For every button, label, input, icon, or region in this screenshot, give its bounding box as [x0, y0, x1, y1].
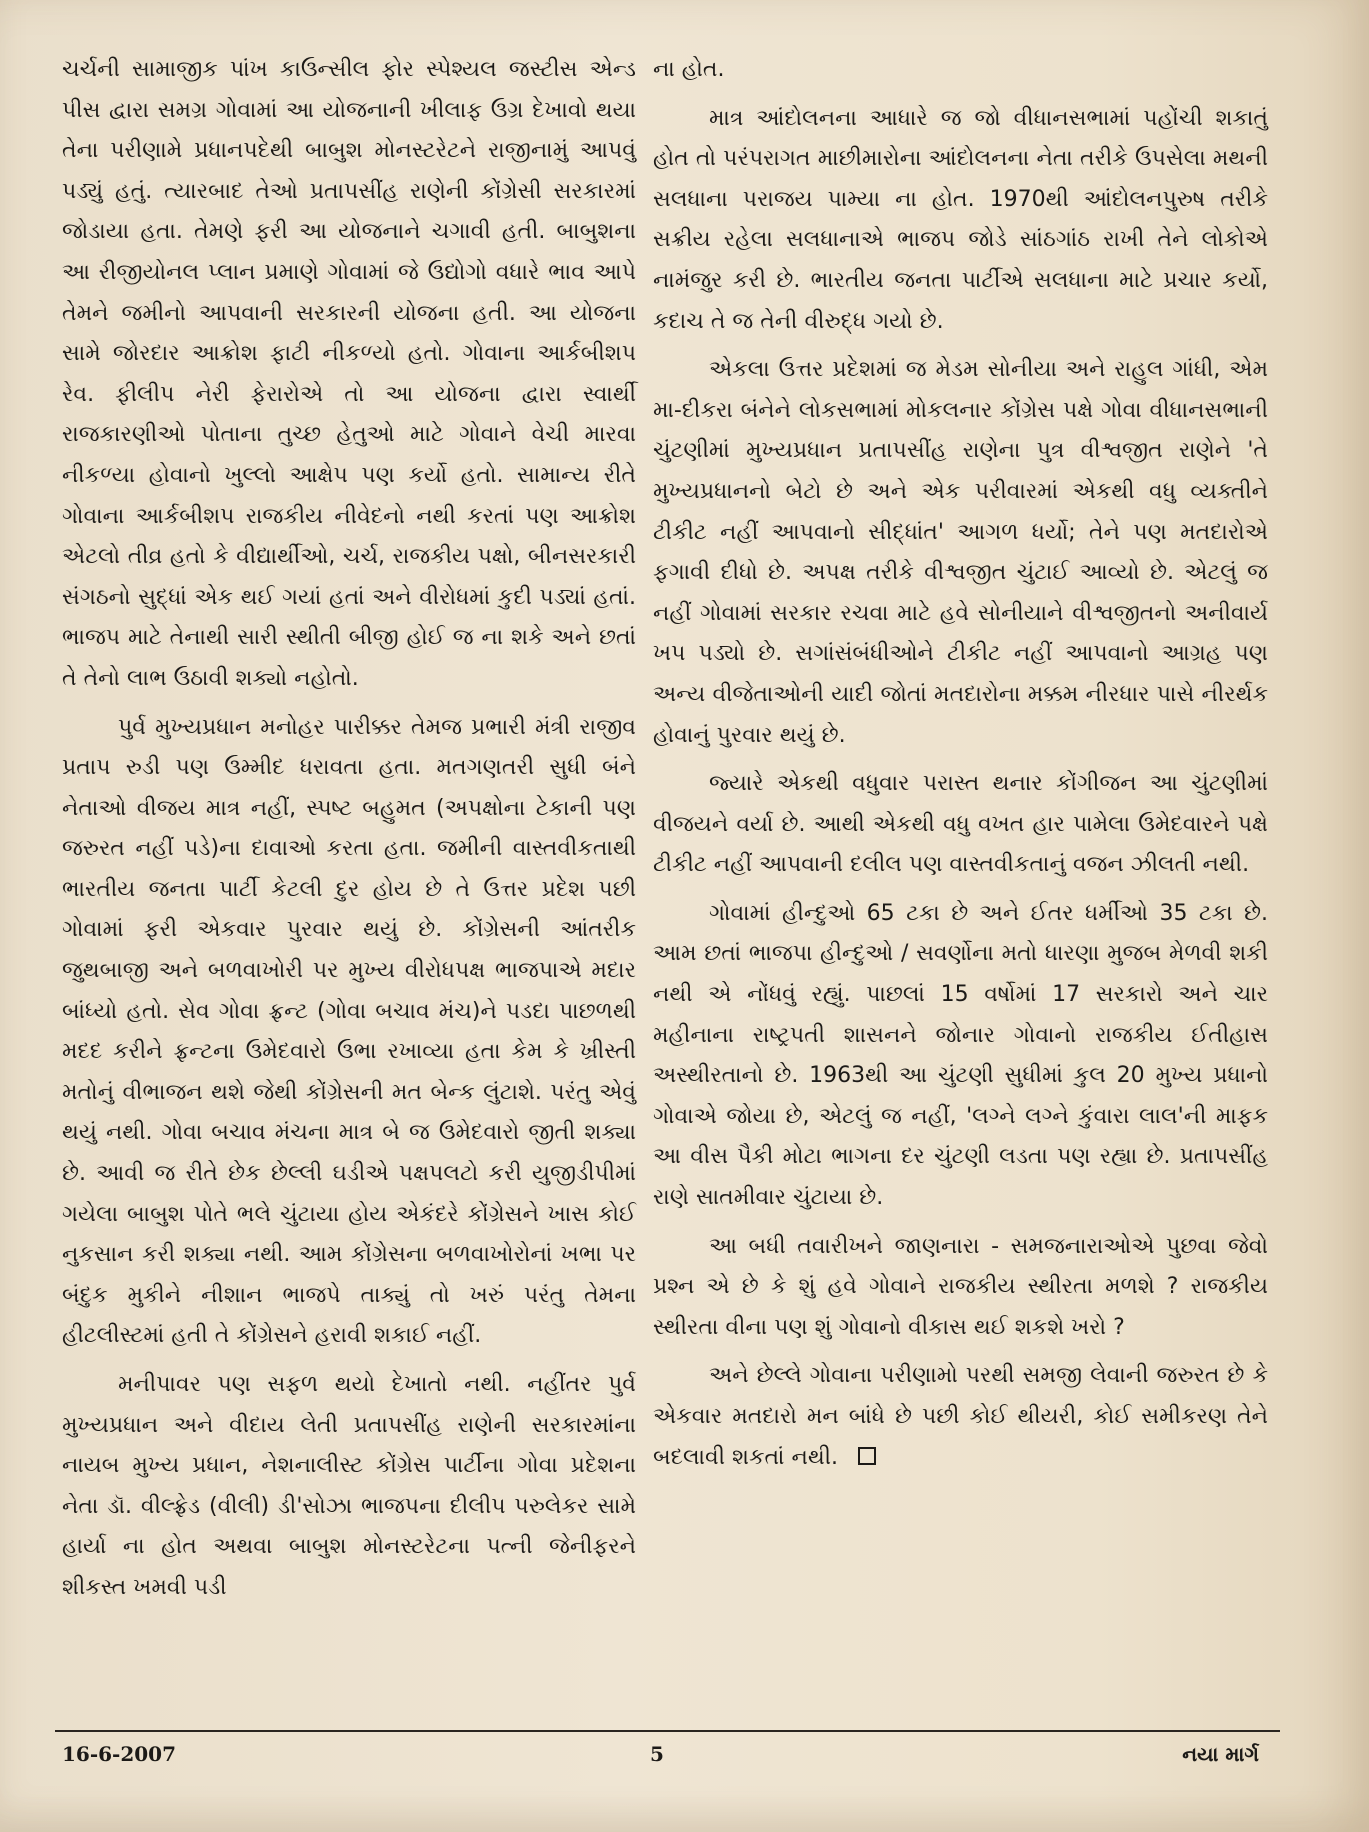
- left-paragraph-3: મનીપાવર પણ સફળ થયો દેખાતો નથી. નહીંતર પુર્વ મુખ્યપ્રધાન અને વીદાય લેતી પ્રતાપસીંહ રાણેની સરકારમાંના નાયબ મુખ્ય પ્રધાન, નેશનાલીસ્ટ કોંગ્રેસ પાર્ટીના ગોવા પ્રદેશના નેતા ડૉ. વીલ્ફ્રેડ (વીલી) ડી'સોઝા ભાજપના દીલીપ પરુલેકર સામે હાર્યા ના હોત અથવા બાબુશ મોનસ્ટરેટના પત્ની જેનીફરને શીકસ્ત ખમવી પડી: [62, 1372, 636, 1600]
- footer-magazine-name: નયા માર્ગ: [1182, 1742, 1259, 1766]
- left-column: [62, 50, 636, 1609]
- right-paragraph-5: આ બધી તવારીખને જાણનારા - સમજનારાઓએ પુછવા જેવો પ્રશ્ન એ છે કે શું હવે ગોવાને રાજકીય સ્થીરતા મળશે ? રાજકીય સ્થીરતા વીના પણ શું ગોવાનો વીકાસ થઈ શકશે ખરો ?: [653, 1233, 1268, 1340]
- right-paragraph-continued: ના હોત.: [653, 57, 725, 82]
- right-paragraph-6: અને છેલ્લે ગોવાના પરીણામો પરથી સમજી લેવાની જરુરત છે કે એકવાર મતદારો મન બાંધે છે પછી કોઈ થીયરી, કોઈ સમીકરણ તેને બદલાવી શકતાં નથી.: [653, 1363, 1268, 1470]
- right-paragraph-1: માત્ર આંદોલનના આધારે જ જો વીધાનસભામાં પહોંચી શકાતું હોત તો પરંપરાગત માછીમારોના આંદોલનના નેતા તરીકે ઉપસેલા મથની સલધાના પરાજય પામ્યા ના હોત. 1970થી આંદોલનપુરુષ તરીકે સક્રીય રહેલા સલધાનાએ ભાજપ જોડે સાંઠગાંઠ રાખી તેને લોકોએ નામંજુર કરી છે. ભારતીય જનતા પાર્ટીએ સલધાના માટે પ્રચાર કર્યો, કદાચ તે જ તેની વીરુદ્ધ ગયો છે.: [653, 105, 1268, 334]
- left-paragraph-1: ચર્ચની સામાજીક પાંખ કાઉન્સીલ ફોર સ્પેશ્યલ જસ્ટીસ એન્ડ પીસ દ્વારા સમગ્ર ગોવામાં આ યોજનાની ખીલાફ ઉગ્ર દેખાવો થયા તેના પરીણામે પ્રધાનપદેથી બાબુશ મોનસ્ટરેટને રાજીનામું આપવું પડ્યું હતું. ત્યારબાદ તેઓ પ્રતાપસીંહ રાણેની કોંગ્રેસી સરકારમાં જોડાયા હતા. તેમણે ફરી આ યોજનાને ચગાવી હતી. બાબુશના આ રીજીયોનલ પ્લાન પ્રમાણે ગોવામાં જે ઉદ્યોગો વધારે ભાવ આપે તેમને જમીનો આપવાની સરકારની યોજના હતી. આ યોજના સામે જોરદાર આક્રોશ ફાટી નીકળ્યો હતો. ગોવાના આર્કબીશપ રેવ. ફીલીપ નેરી ફેરારોએ તો આ યોજના દ્વારા સ્વાર્થી રાજકારણીઓ પોતાના તુચ્છ હેતુઓ માટે ગોવાને વેચી મારવા નીકળ્યા હોવાનો ખુલ્લો આક્ષેપ પણ કર્યો હતો. સામાન્ય રીતે ગોવાના આર્કબીશપ રાજકીય નીવેદનો નથી કરતાં પણ આક્રોશ એટલો તીવ્ર હતો કે વીદ્યાર્થીઓ, ચર્ચ, રાજકીય પક્ષો, બીનસરકારી સંગઠનો સુદ્ધાં એક થઈ ગયાં હતાં અને વીરોધમાં કુદી પડ્યાં હતાં. ભાજપ માટે તેનાથી સારી સ્થીતી બીજી હોઈ જ ના શકે અને છતાં તે તેનો લાભ ઉઠાવી શક્યો નહોતો.: [62, 57, 636, 691]
- footer-page-number: 5: [650, 1742, 664, 1766]
- right-paragraph-2: એકલા ઉત્તર પ્રદેશમાં જ મેડમ સોનીયા અને રાહુલ ગાંધી, એમ મા-દીકરા બંનેને લોકસભામાં મોકલનાર કોંગ્રેસ પક્ષે ગોવા વીધાનસભાની ચુંટણીમાં મુખ્યપ્રધાન પ્રતાપસીંહ રાણેના પુત્ર વીશ્વજીત રાણેને 'તે મુખ્યપ્રધાનનો બેટો છે અને એક પરીવારમાં એકથી વધુ વ્યક્તીને ટીકીટ નહીં આપવાનો સીદ્ધાંત' આગળ ધર્યો; તેને પણ મતદારોએ ફગાવી દીધો છે. અપક્ષ તરીકે વીશ્વજીત ચુંટાઈ આવ્યો છે. એટલું જ નહીં ગોવામાં સરકાર રચવા માટે હવે સોનીયાને વીશ્વજીતનો અનીવાર્ય ખપ પડ્યો છે. સગાંસંબંધીઓને ટીકીટ નહીં આપવાનો આગ્રહ પણ અન્ય વીજેતાઓની યાદી જોતાં મતદારોના મક્કમ નીરધાર પાસે નીરર્થક હોવાનું પુરવાર થયું છે.: [653, 357, 1268, 748]
- right-paragraph-4: ગોવામાં હીન્દુઓ 65 ટકા છે અને ઈતર ધર્મીઓ 35 ટકા છે. આમ છતાં ભાજપા હીન્દુઓ / સવર્ણોના મતો ધારણા મુજબ મેળવી શકી નથી એ નોંધવું રહ્યું. પાછલાં 15 વર્ષોમાં 17 સરકારો અને ચાર મહીનાના રાષ્ટ્રપતી શાસનને જોનાર ગોવાનો રાજકીય ઈતીહાસ અસ્થીરતાનો છે. 1963થી આ ચુંટણી સુધીમાં કુલ 20 મુખ્ય પ્રધાનો ગોવાએ જોયા છે, એટલું જ નહીં, 'લગ્ને લગ્ને કુંવારા લાલ'ની માફક આ વીસ પૈકી મોટા ભાગના દર ચુંટણી લડતા પણ રહ્યા છે. પ્રતાપસીંહ રાણે સાતમીવાર ચુંટાયા છે.: [653, 900, 1268, 1211]
- end-mark-icon: [858, 1447, 876, 1465]
- footer-rule: [55, 1730, 1280, 1732]
- right-paragraph-3: જ્યારે એકથી વધુવાર પરાસ્ત થનાર કોંગીજન આ ચુંટણીમાં વીજયને વર્યા છે. આથી એકથી વધુ વખત હાર પામેલા ઉમેદવારને પક્ષે ટીકીટ નહીં આપવાની દલીલ પણ વાસ્તવીકતાનું વજન ઝીલતી નથી.: [653, 771, 1268, 878]
- right-column: [653, 50, 1268, 1478]
- footer-date: 16-6-2007: [62, 1742, 177, 1766]
- left-paragraph-2: પુર્વ મુખ્યપ્રધાન મનોહર પારીક્કર તેમજ પ્રભારી મંત્રી રાજીવ પ્રતાપ રુડી પણ ઉમ્મીદ ધરાવતા હતા. મતગણતરી સુધી બંને નેતાઓ વીજય માત્ર નહીં, સ્પષ્ટ બહુમત (અપક્ષોના ટેકાની પણ જરુરત નહીં પડે)ના દાવાઓ કરતા હતા. જમીની વાસ્તવીકતાથી ભારતીય જનતા પાર્ટી કેટલી દુર હોય છે તે ઉત્તર પ્રદેશ પછી ગોવામાં ફરી એકવાર પુરવાર થયું છે. કોંગ્રેસની આંતરીક જુથબાજી અને બળવાખોરી પર મુખ્ય વીરોધપક્ષ ભાજપાએ મદાર બાંધ્યો હતો. સેવ ગોવા ફ્રન્ટ (ગોવા બચાવ મંચ)ને પડદા પાછળથી મદદ કરીને ફ્રન્ટના ઉમેદવારો ઉભા રખાવ્યા હતા કેમ કે ખ્રીસ્તી મતોનું વીભાજન થશે જેથી કોંગ્રેસની મત બેન્ક લુંટાશે. પરંતુ એવું થયું નથી. ગોવા બચાવ મંચના માત્ર બે જ ઉમેદવારો જીતી શક્યા છે. આવી જ રીતે છેક છેલ્લી ઘડીએ પક્ષપલટો કરી યુજીડીપીમાં ગયેલા બાબુશ પોતે ભલે ચુંટાયા હોય એકંદરે કોંગ્રેસને ખાસ કોઈ નુકસાન કરી શક્યા નથી. આમ કોંગ્રેસના બળવાખોરોનાં ખભા પર બંદુક મુકીને નીશાન ભાજપે તાક્યું તો ખરું પરંતુ તેમના હીટલીસ્ટમાં હતી તે કોંગ્રેસને હરાવી શકાઈ નહીં.: [62, 714, 636, 1349]
- right-paragraph-6-wrap: [653, 1356, 1268, 1478]
